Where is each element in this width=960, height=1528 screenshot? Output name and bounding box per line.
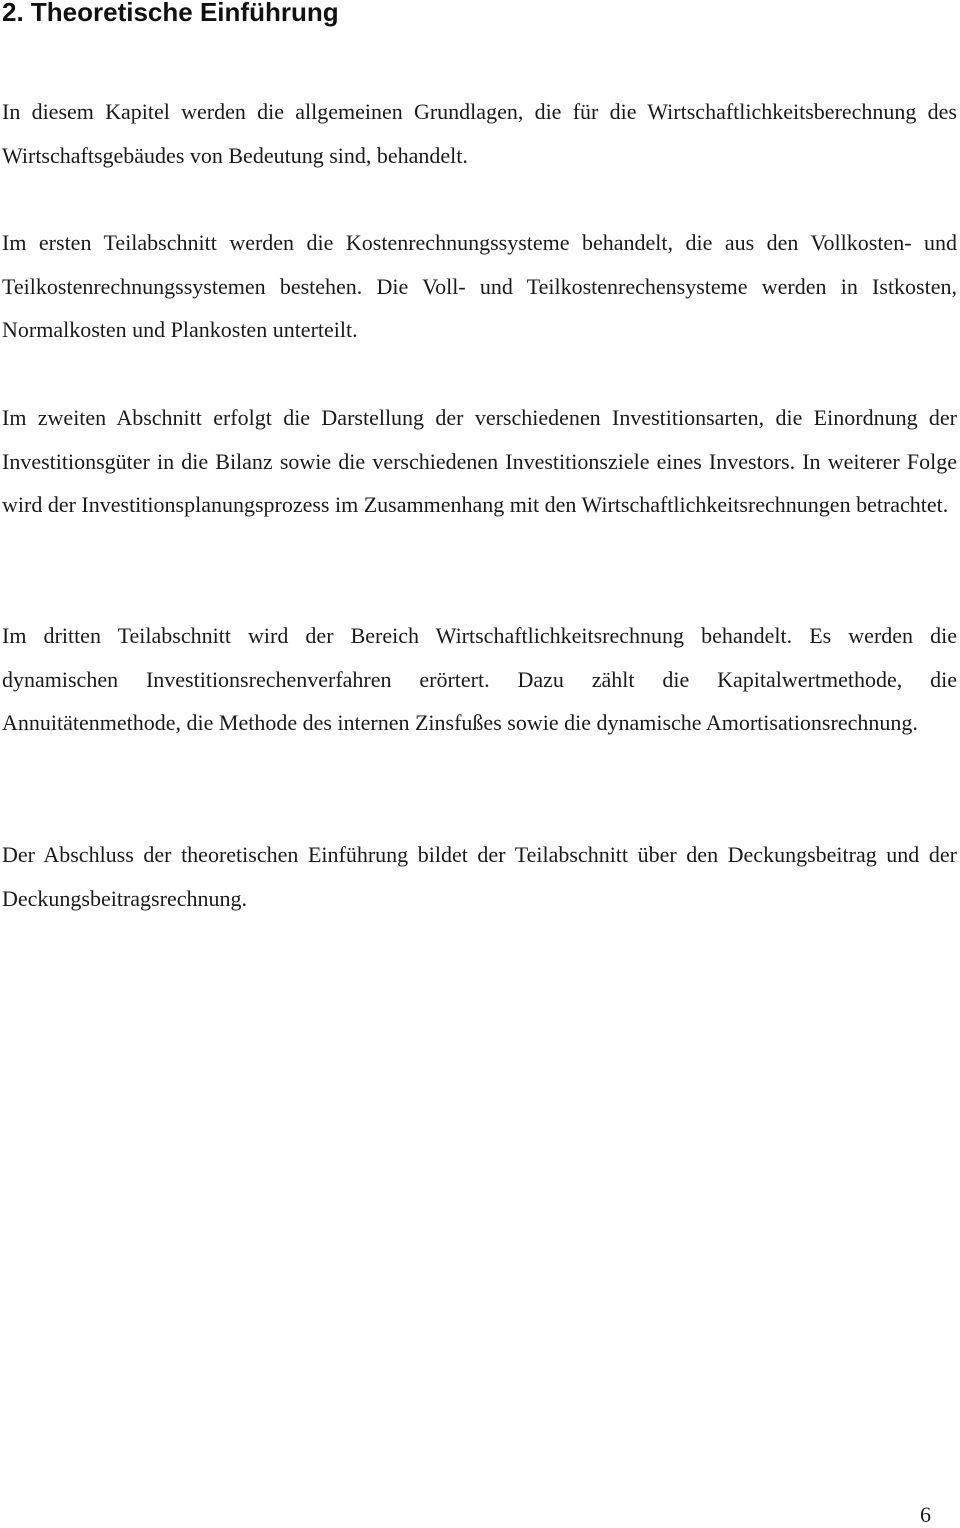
paragraph-investment-types: Im zweiten Abschnitt erfolgt die Darstellung der verschiedenen Investitionsarten, die Einordnung der Investitionsgüter in die Bilanz sowie die verschiedenen Investitionsziele eines Investors. In weiterer Folge wird der Investitionsplanungsprozess im Zusammenhang mit den Wirtschaftlichkeitsrechnungen betrachtet. <box>2 405 957 518</box>
page-number: 6 <box>920 1502 931 1527</box>
paragraph-cost-accounting: Im ersten Teilabschnitt werden die Kostenrechnungssysteme behandelt, die aus den Vollkosten- und Teilkostenrechnungssystemen bestehen. Die Voll- und Teilkostenrechensysteme werden in Istkosten, Normalkosten und Plankosten unterteilt. <box>2 230 957 343</box>
paragraph-contribution-margin: Der Abschluss der theoretischen Einführung bildet der Teilabschnitt über den Deckungsbeitrag und der Deckungsbeitragsrechnung. <box>2 842 957 911</box>
chapter-title: 2. Theoretische Einführung <box>2 0 339 27</box>
paragraph-profitability-calculation: Im dritten Teilabschnitt wird der Bereich Wirtschaftlichkeitsrechnung behandelt. Es werden die dynamischen Investitionsrechenverfahren erörtert. Dazu zählt die Kapitalwertmethode, die Annuitätenmethode, die Methode des internen Zinsfußes sowie die dynamische Amortisationsrechnung. <box>2 623 957 736</box>
paragraph-introduction: In diesem Kapitel werden die allgemeinen Grundlagen, die für die Wirtschaftlichkeitsberechnung des Wirtschaftsgebäudes von Bedeutung sind, behandelt. <box>2 99 957 168</box>
document-page <box>2 0 957 1527</box>
